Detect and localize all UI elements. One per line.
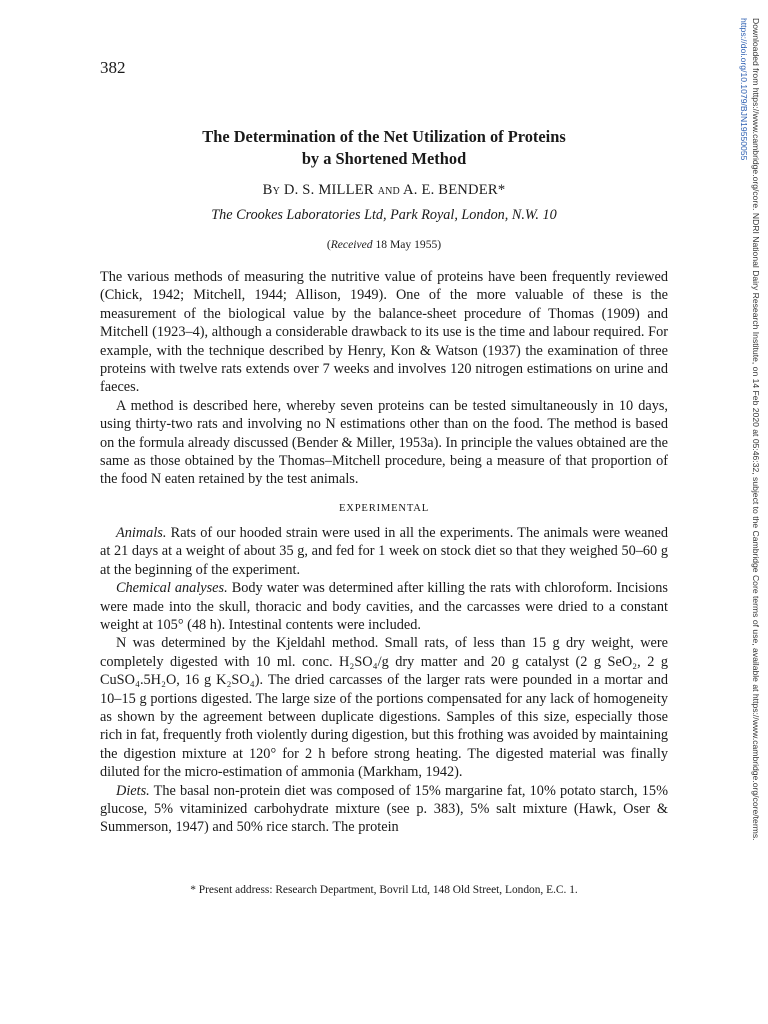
diets-text: The basal non-protein diet was composed of 15% margarine fat, 10% potato starch, 15% glucose, 5% vitaminized carbohydrate mixture (see p. 383), 5% salt mixture (Hawk, Oser & Summerson, 1947) and 50% rice starch. The protein [100, 782, 668, 836]
animals-paragraph [100, 524, 668, 579]
and-label: and [377, 182, 400, 198]
chemical-analyses-heading: Chemical analyses. [116, 580, 228, 597]
article-body [100, 268, 668, 837]
by-label: By [262, 182, 281, 198]
chemical-analyses-text: Body water was determined after killing the rats with chloroform. Incisions were made into the skull, thoracic and body cavities, and the carcasses were dried to a constant weight at 105° (48 h). Intestinal contents were included. [100, 580, 668, 633]
animals-text: Rats of our hooded strain were used in all the experiments. The animals were weaned at 21 days at a weight of about 35 g, and fed for 1 week on stock diet so that they weighed 50–60 g at the beginning of the experiment. [100, 524, 668, 578]
affiliation: The Crookes Laboratories Ltd, Park Royal, London, N.W. 10 [211, 207, 557, 223]
article-title [100, 126, 668, 170]
article-title-line-1: The Determination of the Net Utilization of Proteins [202, 127, 566, 146]
doi-link[interactable]: https://doi.org/10.1079/BJN19550055 [739, 18, 749, 161]
received-date-value: 18 May 1955 [375, 238, 438, 251]
chemical-analyses-paragraph [100, 579, 668, 634]
footnote: * Present address: Research Department, Bovril Ltd, 148 Old Street, London, E.C. 1. [190, 884, 578, 896]
nitrogen-method-paragraph: N was determined by the Kjeldahl method. Small rats, of less than 15 g dry weight, were completely digested with 10 ml. conc. H₂SO₄/g dry matter and 20 g catalyst (2 g SeO₂, 2 g CuSO₄.5H₂O, 16 g K₂SO₄). The dried carcasses of the larger rats were pounded in a mortar and 10–15 g portions digested. The large size of the portions compensated for any lack of homogeneity as shown by the agreement between duplicate digestions. Samples of this size, especially those rich in fat, frequently froth violently during digestion, but this frothing was avoided by maintaining the digestion mixture at 120° for 2 h before strong heating. The digested material was finally diluted for the micro-estimation of ammonia (Markham, 1942). [100, 635, 668, 781]
page-number: 382 [100, 58, 126, 77]
diets-heading: Diets. [116, 782, 150, 799]
download-notice-text: Downloaded from https://www.cambridge.org/core. NDRI National Dairy Research Institute, on 14 Feb 2020 at 05:46:32, subject to the Cambridge Core terms of use, available at https://www.cambridge.org/core/terms. [751, 18, 761, 841]
intro-paragraph-2: A method is described here, whereby seven proteins can be tested simultaneously in 10 days, using thirty-two rats and involving no N estimations other than on the food. The method is based on the formula already discussed (Bender & Miller, 1953a). In principle the values obtained are the same as those obtained by the Thomas–Mitchell procedure, being a measure of that proportion of the food N eaten retained by the test animals. [100, 397, 668, 488]
animals-heading: Animals. [116, 524, 167, 541]
diets-paragraph [100, 782, 668, 837]
author-bender: A. E. BENDER* [403, 182, 506, 198]
author-miller: D. S. MILLER [283, 182, 374, 198]
intro-paragraph-1: The various methods of measuring the nutritive value of proteins have been frequently reviewed (Chick, 1942; Mitchell, 1944; Allison, 1949). One of the more valuable of these is the measurement of the biological value by the balance-sheet procedure of Thomas (1909) and Mitchell (1923–4), although a considerable drawback to its use is the time and labour required. For example, with the technique described by Henry, Kon & Watson (1937) the examination of three proteins with twelve rats extends over 7 weeks and involves 120 nitrogen estimations on urine and faeces. [100, 269, 668, 396]
article-title-line-2: by a Shortened Method [301, 149, 467, 168]
received-label: Received [330, 238, 373, 251]
section-heading-experimental: EXPERIMENTAL [339, 502, 429, 514]
author-line [100, 182, 668, 199]
download-notice [738, 18, 762, 841]
received-date: (Received 18 May 1955) [326, 238, 442, 251]
